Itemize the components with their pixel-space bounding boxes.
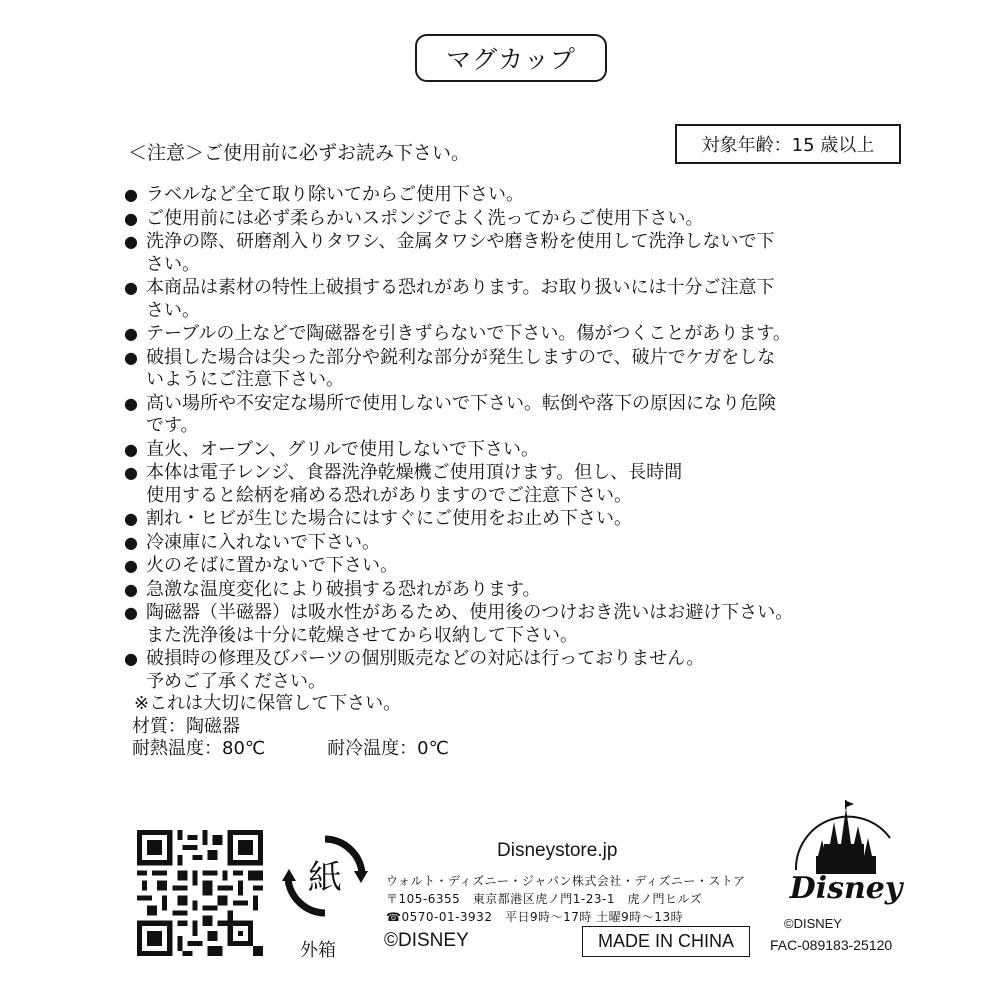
caution-list <box>124 184 914 761</box>
notice-heading: ＜注意＞ご使用前に必ずお読み下さい。 <box>128 142 471 164</box>
fac-code: FAC-089183-25120 <box>770 937 893 953</box>
caution-item: ● 急激な温度変化により破損する恐れがあります。 <box>124 578 541 600</box>
caution-item: ● テーブルの上などで陶磁器を引きずらないで下さい。傷がつくことがあります。 <box>124 323 791 344</box>
copyright-small: ©DISNEY <box>784 916 842 931</box>
bullet-icon: ● <box>124 439 138 459</box>
bullet-icon: ● <box>124 509 138 528</box>
disney-castle-logo <box>786 800 906 908</box>
bullet-icon: ● <box>124 393 138 413</box>
caution-item: ● 陶磁器（半磁器）は吸水性があるため、使用後のつけおき洗いはお避け下さい。 また洗浄後は十分に乾燥させてから収納して下さい。 <box>124 602 794 646</box>
caution-item: ● 高い場所や不安定な場所で使用しないで下さい。転倒や落下の原因になり危険 です。 <box>124 392 776 436</box>
material-spec: 材質：陶磁器 <box>132 715 240 737</box>
paper-recycle-icon <box>282 833 368 925</box>
made-in-label: MADE IN CHINA <box>597 931 734 951</box>
caution-item: ● ご使用前には必ず柔らかいスポンジでよく洗ってからご使用下さい。 <box>124 207 704 229</box>
bullet-icon: ● <box>124 208 138 228</box>
disney-logo-text: Disney <box>789 871 903 906</box>
bullet-icon: ● <box>124 556 138 575</box>
caution-item: ● 破損時の修理及びパーツの個別販売などの対応は行っておりません。 予めご了承ください。 <box>124 648 705 692</box>
company-phone: ☎0570-01-3932 平日9時〜17時 土曜9時〜13時 <box>386 910 684 924</box>
bullet-icon: ● <box>124 278 138 297</box>
copyright: ©DISNEY <box>384 930 469 951</box>
recycle-mark-text: 紙 <box>308 858 342 898</box>
caution-item: ● 冷凍庫に入れないで下さい。 <box>124 531 380 553</box>
age-label-box <box>675 124 901 164</box>
company-address: 〒105-6355 東京都港区虎ノ門1-23-1 虎ノ門ヒルズ <box>386 892 703 906</box>
heat-resist: 耐熱温度：80℃ <box>132 738 266 759</box>
qr-code-icon <box>137 830 263 956</box>
company-name: ウォルト・ディズニー・ジャパン株式会社・ディズニー・ストア <box>386 874 746 888</box>
made-in-box <box>582 926 750 957</box>
temperature-spec <box>124 738 914 761</box>
caution-item: ● ラベルなど全て取り除いてからご使用下さい。 <box>124 184 524 205</box>
caution-item: ● 本商品は素材の特性上破損する恐れがあります。お取り扱いには十分ご注意下 さい。 <box>124 277 775 321</box>
bullet-icon: ● <box>124 603 138 622</box>
product-title <box>415 34 607 82</box>
caution-item: ● 破損した場合は尖った部分や鋭利な部分が発生しますので、破片でケガをしな いようにご注意下さい。 <box>124 346 776 390</box>
caution-item: ● 割れ・ヒビが生じた場合にはすぐにご使用をお止め下さい。 <box>124 508 632 529</box>
bullet-icon: ● <box>124 185 138 204</box>
site-url: Disneystore.jp <box>497 840 618 861</box>
cold-resist: 耐冷温度：0℃ <box>327 738 449 759</box>
caution-item: ● 直火、オーブン、グリルで使用しないで下さい。 <box>124 438 539 460</box>
bullet-icon: ● <box>124 347 138 367</box>
bullet-icon: ● <box>124 649 138 668</box>
bullet-icon: ● <box>124 324 138 343</box>
bullet-icon: ● <box>124 579 138 599</box>
age-label: 対象年齢：15 歳以上 <box>701 135 875 156</box>
bullet-icon: ● <box>124 532 138 552</box>
caution-item: ● 本体は電子レンジ、食器洗浄乾燥機ご使用頂けます。但し、長時間 使用すると絵柄を痛める恐れがありますのでご注意下さい。 <box>124 462 683 506</box>
product-title-text: マグカップ <box>446 45 576 74</box>
caution-item: ● 火のそばに置かないで下さい。 <box>124 555 398 576</box>
keep-note: ※これは大切に保管して下さい。 <box>134 693 402 714</box>
outer-box-label: 外箱 <box>300 940 336 961</box>
bullet-icon: ● <box>124 463 138 482</box>
bullet-icon: ● <box>124 232 138 251</box>
company-info <box>386 872 746 926</box>
caution-item: ● 洗浄の際、研磨剤入りタワシ、金属タワシや磨き粉を使用して洗浄しないで下 さい。 <box>124 231 775 275</box>
